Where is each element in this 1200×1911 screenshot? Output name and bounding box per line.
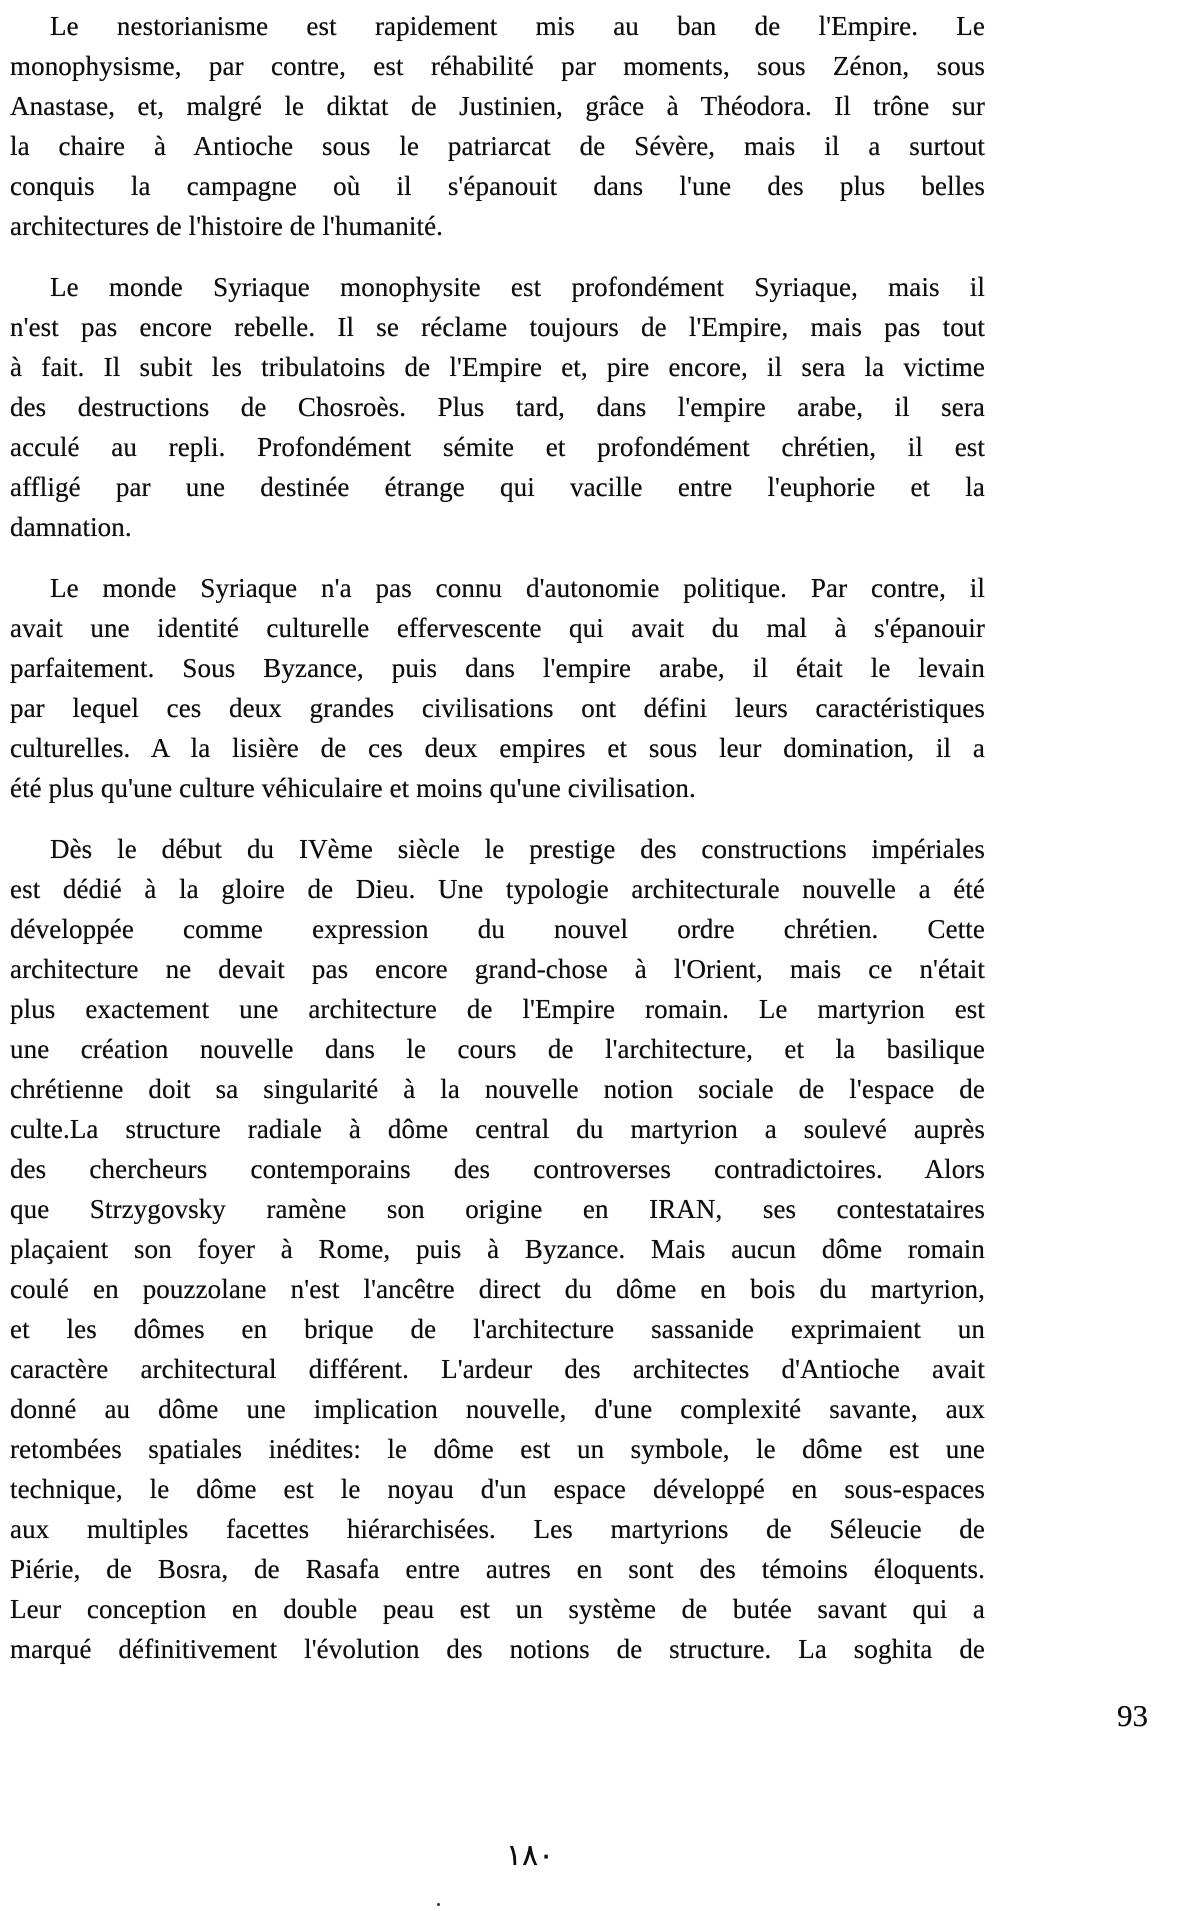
text-line: architecture ne devait pas encore grand-chose à l'Orient, mais ce n'était <box>10 954 985 984</box>
text-line: acculé au repli. Profondément sémite et profondément chrétien, il est <box>10 432 985 462</box>
paragraph <box>10 829 985 1669</box>
text-line: damnation. <box>10 512 132 542</box>
text-line: donné au dôme une implication nouvelle, d'une complexité savante, aux <box>10 1394 985 1424</box>
text-line: à fait. Il subit les tribulatoins de l'Empire et, pire encore, il sera la victime <box>10 352 985 382</box>
text-line: développée comme expression du nouvel ordre chrétien. Cette <box>10 914 985 944</box>
paragraph <box>10 6 985 246</box>
text-line: Le monde Syriaque monophysite est profondément Syriaque, mais il <box>50 272 985 302</box>
text-line: aux multiples facettes hiérarchisées. Les martyrions de Séleucie de <box>10 1514 985 1544</box>
text-line: Anastase, et, malgré le diktat de Justinien, grâce à Théodora. Il trône sur <box>10 91 985 121</box>
paragraph <box>10 568 985 808</box>
text-line: été plus qu'une culture véhiculaire et moins qu'une civilisation. <box>10 773 696 803</box>
text-line: des chercheurs contemporains des controverses contradictoires. Alors <box>10 1154 985 1184</box>
text-line: conquis la campagne où il s'épanouit dans l'une des plus belles <box>10 171 985 201</box>
text-line: Piérie, de Bosra, de Rasafa entre autres en sont des témoins éloquents. <box>10 1554 985 1584</box>
text-line: culturelles. A la lisière de ces deux empires et sous leur domination, il a <box>10 733 985 763</box>
text-line: Leur conception en double peau est un système de butée savant qui a <box>10 1594 985 1624</box>
text-block <box>10 6 985 1690</box>
text-line: affligé par une destinée étrange qui vacille entre l'euphorie et la <box>10 472 985 502</box>
text-line: est dédié à la gloire de Dieu. Une typologie architecturale nouvelle a été <box>10 874 985 904</box>
text-line: avait une identité culturelle effervescente qui avait du mal à s'épanouir <box>10 613 985 643</box>
text-line: coulé en pouzzolane n'est l'ancêtre direct du dôme en bois du martyrion, <box>10 1274 985 1304</box>
text-line: la chaire à Antioche sous le patriarcat de Sévère, mais il a surtout <box>10 131 985 161</box>
text-line: Dès le début du IVème siècle le prestige des constructions impériales <box>50 834 985 864</box>
scan-speck <box>437 1903 440 1906</box>
text-line: une création nouvelle dans le cours de l'architecture, et la basilique <box>10 1034 985 1064</box>
text-line: plaçaient son foyer à Rome, puis à Byzance. Mais aucun dôme romain <box>10 1234 985 1264</box>
text-line: architectures de l'histoire de l'humanité. <box>10 211 444 241</box>
text-line: chrétienne doit sa singularité à la nouvelle notion sociale de l'espace de <box>10 1074 985 1104</box>
text-line: culte.La structure radiale à dôme central du martyrion a soulevé auprès <box>10 1114 985 1144</box>
text-line: technique, le dôme est le noyau d'un espace développé en sous-espaces <box>10 1474 985 1504</box>
page-number: 93 <box>1117 1698 1148 1733</box>
text-line: que Strzygovsky ramène son origine en IRAN, ses contestataires <box>10 1194 985 1224</box>
text-line: caractère architectural différent. L'ardeur des architectes d'Antioche avait <box>10 1354 985 1384</box>
text-line: retombées spatiales inédites: le dôme est un symbole, le dôme est une <box>10 1434 985 1464</box>
text-line: des destructions de Chosroès. Plus tard, dans l'empire arabe, il sera <box>10 392 985 422</box>
text-line: Le monde Syriaque n'a pas connu d'autonomie politique. Par contre, il <box>50 573 985 603</box>
text-line: Le nestorianisme est rapidement mis au ban de l'Empire. Le <box>50 11 985 41</box>
folio-arabic-number: ١٨٠ <box>505 1838 555 1873</box>
text-line: monophysisme, par contre, est réhabilité par moments, sous Zénon, sous <box>10 51 985 81</box>
text-line: plus exactement une architecture de l'Empire romain. Le martyrion est <box>10 994 985 1024</box>
text-line: et les dômes en brique de l'architecture sassanide exprimaient un <box>10 1314 985 1344</box>
text-line: parfaitement. Sous Byzance, puis dans l'empire arabe, il était le levain <box>10 653 985 683</box>
text-line: n'est pas encore rebelle. Il se réclame toujours de l'Empire, mais pas tout <box>10 312 985 342</box>
text-line: par lequel ces deux grandes civilisations ont défini leurs caractéristiques <box>10 693 985 723</box>
paragraph <box>10 267 985 547</box>
text-line: marqué définitivement l'évolution des notions de structure. La soghita de <box>10 1634 985 1664</box>
